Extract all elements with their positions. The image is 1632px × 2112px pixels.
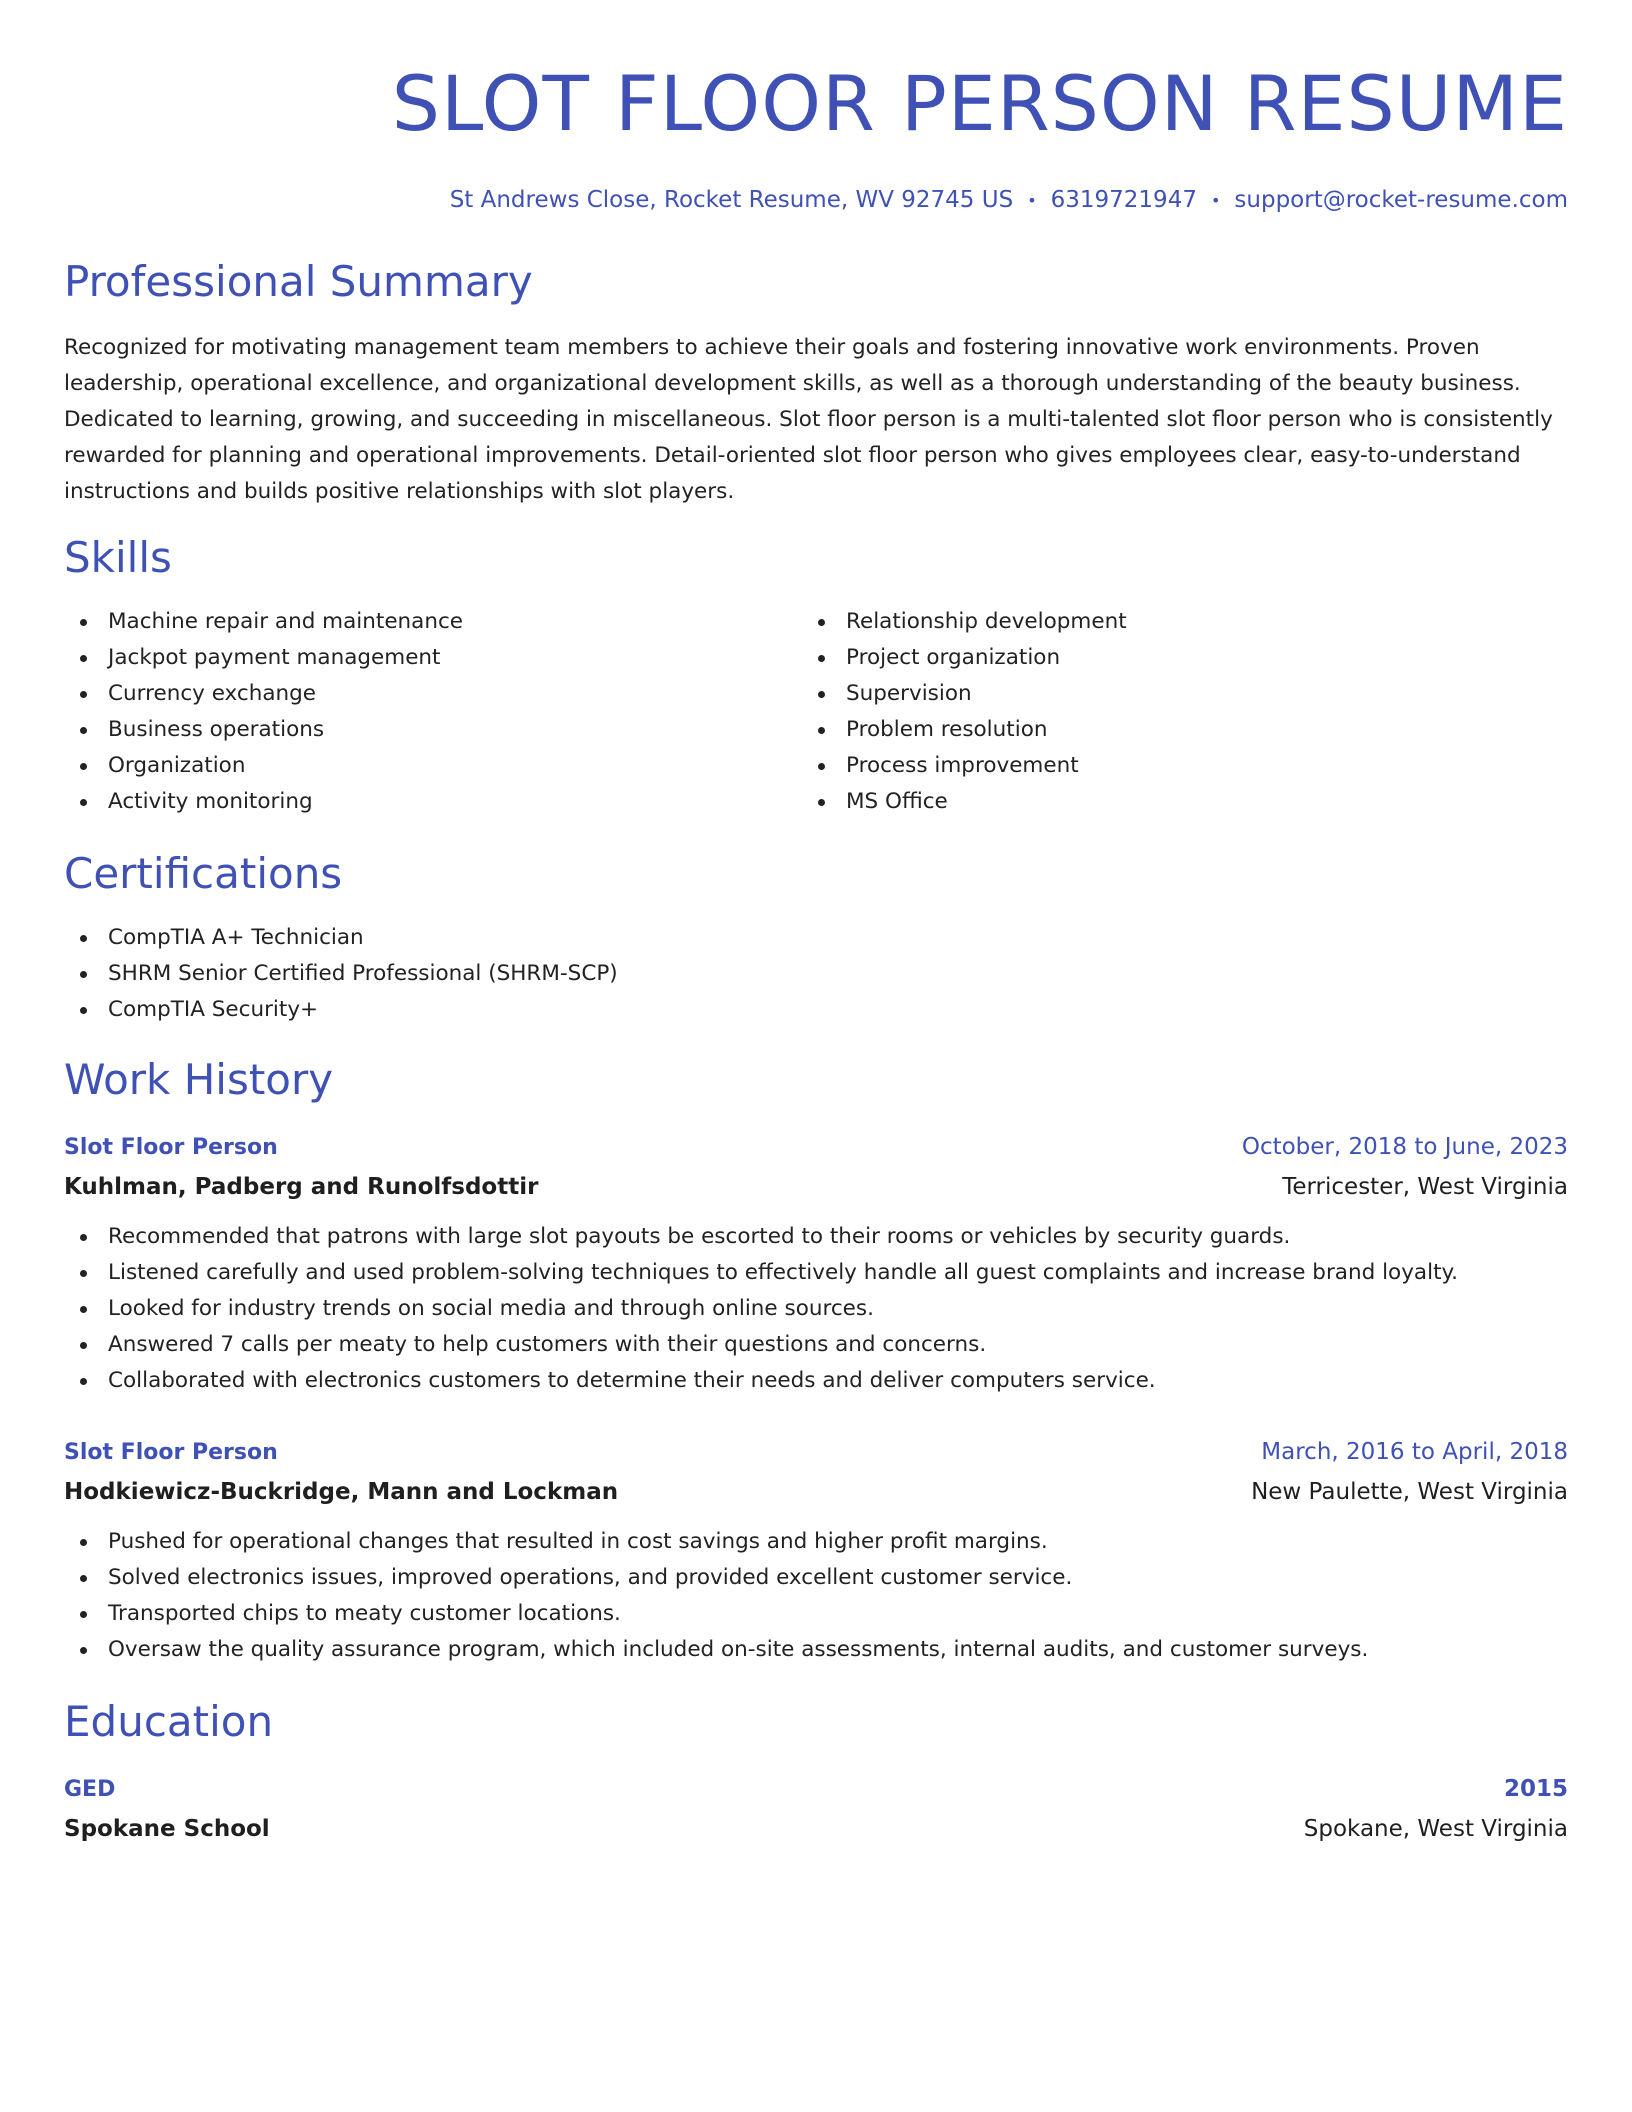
skills-list-left bbox=[64, 604, 802, 820]
skills-grid bbox=[64, 604, 1568, 820]
contact-address: St Andrews Close, Rocket Resume, WV 92745 US bbox=[449, 187, 1014, 213]
certifications-section bbox=[64, 846, 1568, 1028]
bullet-dot bbox=[80, 1378, 87, 1385]
contact-line bbox=[450, 180, 1568, 221]
bullet-dot bbox=[80, 655, 87, 662]
job-location: Terricester, West Virginia bbox=[1282, 1174, 1568, 1200]
job-company-row bbox=[64, 1167, 1568, 1207]
education-year: 2015 bbox=[1503, 1776, 1568, 1802]
list-item: Looked for industry trends on social media and through online sources. bbox=[64, 1291, 1568, 1327]
education-entry bbox=[64, 1770, 1568, 1849]
job-company: Kuhlman, Padberg and Runolfsdottir bbox=[64, 1174, 539, 1200]
bullet-dot bbox=[80, 1007, 87, 1014]
list-item: MS Office bbox=[802, 784, 1540, 820]
work-history-heading: Work History bbox=[64, 1055, 334, 1104]
list-item: Currency exchange bbox=[64, 676, 802, 712]
list-item: Oversaw the quality assurance program, which included on-site assessments, internal audits, and customer surveys. bbox=[64, 1632, 1568, 1668]
job-entry bbox=[64, 1433, 1568, 1668]
bullet-dot bbox=[818, 799, 825, 806]
education-degree: GED bbox=[64, 1777, 116, 1802]
bullet-dot bbox=[80, 763, 87, 770]
bullet-dot bbox=[80, 971, 87, 978]
skills-section bbox=[64, 530, 1568, 820]
bullet-dot bbox=[80, 619, 87, 626]
job-dates: March, 2016 to April, 2018 bbox=[1261, 1439, 1568, 1465]
list-item: Jackpot payment management bbox=[64, 640, 802, 676]
job-company-row bbox=[64, 1472, 1568, 1512]
bullet-dot bbox=[80, 1575, 87, 1582]
bullet-dot bbox=[80, 1647, 87, 1654]
bullet-dot bbox=[80, 1270, 87, 1277]
bullet-dot bbox=[818, 655, 825, 662]
bullet-dot bbox=[80, 1306, 87, 1313]
separator-dot: • bbox=[1210, 190, 1221, 210]
skills-heading: Skills bbox=[64, 533, 172, 582]
bullet-dot bbox=[80, 1611, 87, 1618]
summary-text: Recognized for motivating management team members to achieve their goals and fostering innovative work environments. Proven leadership, operational excellence, and organizational development skills, as well as a thorough understanding of the beauty business. Dedicated to learning, growing, and succeeding in miscellaneous. Slot floor person is a multi-talented slot floor person who is consistently rewarded for planning and operational improvements. Detail-oriented slot floor person who gives employees clear, easy-to-understand instructions and builds positive relationships with slot players. bbox=[64, 335, 1553, 504]
contact-email: support@rocket-resume.com bbox=[1234, 187, 1568, 213]
bullet-dot bbox=[818, 691, 825, 698]
job-dates: October, 2018 to June, 2023 bbox=[1241, 1134, 1568, 1160]
list-item: CompTIA A+ Technician bbox=[64, 920, 1568, 956]
job-bullets bbox=[64, 1524, 1568, 1668]
education-location: Spokane, West Virginia bbox=[1303, 1816, 1568, 1842]
education-school-row bbox=[64, 1809, 1568, 1849]
education-header-row bbox=[64, 1770, 1568, 1809]
contact-phone: 6319721947 bbox=[1050, 187, 1197, 213]
resume-title: SLOT FLOOR PERSON RESUME bbox=[391, 59, 1568, 148]
list-item: Organization bbox=[64, 748, 802, 784]
bullet-dot bbox=[80, 799, 87, 806]
education-school: Spokane School bbox=[64, 1816, 270, 1842]
list-item: Pushed for operational changes that resulted in cost savings and higher profit margins. bbox=[64, 1524, 1568, 1560]
list-item: Business operations bbox=[64, 712, 802, 748]
bullet-dot bbox=[818, 619, 825, 626]
list-item: Problem resolution bbox=[802, 712, 1540, 748]
job-header-row bbox=[64, 1128, 1568, 1167]
separator-dot: • bbox=[1027, 190, 1037, 210]
bullet-dot bbox=[80, 935, 87, 942]
summary-section bbox=[64, 254, 1568, 510]
list-item: CompTIA Security+ bbox=[64, 992, 1568, 1028]
certifications-heading: Certifications bbox=[64, 849, 343, 898]
list-item: Listened carefully and used problem-solving techniques to effectively handle all guest complaints and increase brand loyalty. bbox=[64, 1255, 1568, 1291]
job-header-row bbox=[64, 1433, 1568, 1472]
bullet-dot bbox=[80, 691, 87, 698]
job-company: Hodkiewicz-Buckridge, Mann and Lockman bbox=[64, 1479, 619, 1505]
list-item: Recommended that patrons with large slot payouts be escorted to their rooms or vehicles by security guards. bbox=[64, 1219, 1568, 1255]
summary-heading: Professional Summary bbox=[64, 257, 533, 306]
education-heading: Education bbox=[64, 1697, 274, 1746]
list-item: Transported chips to meaty customer locations. bbox=[64, 1596, 1568, 1632]
list-item: Collaborated with electronics customers to determine their needs and deliver computers service. bbox=[64, 1363, 1568, 1399]
job-entry bbox=[64, 1128, 1568, 1399]
list-item: Project organization bbox=[802, 640, 1540, 676]
job-title: Slot Floor Person bbox=[64, 1440, 278, 1465]
bullet-dot bbox=[818, 763, 825, 770]
bullet-dot bbox=[80, 1539, 87, 1546]
list-item: Process improvement bbox=[802, 748, 1540, 784]
bullet-dot bbox=[80, 1342, 87, 1349]
list-item: Relationship development bbox=[802, 604, 1540, 640]
bullet-dot bbox=[818, 727, 825, 734]
list-item: Solved electronics issues, improved operations, and provided excellent customer service. bbox=[64, 1560, 1568, 1596]
work-history-section bbox=[64, 1052, 1568, 1668]
education-section bbox=[64, 1694, 1568, 1849]
job-bullets bbox=[64, 1219, 1568, 1399]
list-item: Activity monitoring bbox=[64, 784, 802, 820]
bullet-dot bbox=[80, 1234, 87, 1241]
list-item: Supervision bbox=[802, 676, 1540, 712]
list-item: Answered 7 calls per meaty to help customers with their questions and concerns. bbox=[64, 1327, 1568, 1363]
bullet-dot bbox=[80, 727, 87, 734]
certifications-list bbox=[64, 920, 1568, 1028]
skills-list-right bbox=[802, 604, 1540, 820]
job-title: Slot Floor Person bbox=[64, 1135, 278, 1160]
job-location: New Paulette, West Virginia bbox=[1251, 1479, 1568, 1505]
list-item: Machine repair and maintenance bbox=[64, 604, 802, 640]
list-item: SHRM Senior Certified Professional (SHRM-SCP) bbox=[64, 956, 1568, 992]
